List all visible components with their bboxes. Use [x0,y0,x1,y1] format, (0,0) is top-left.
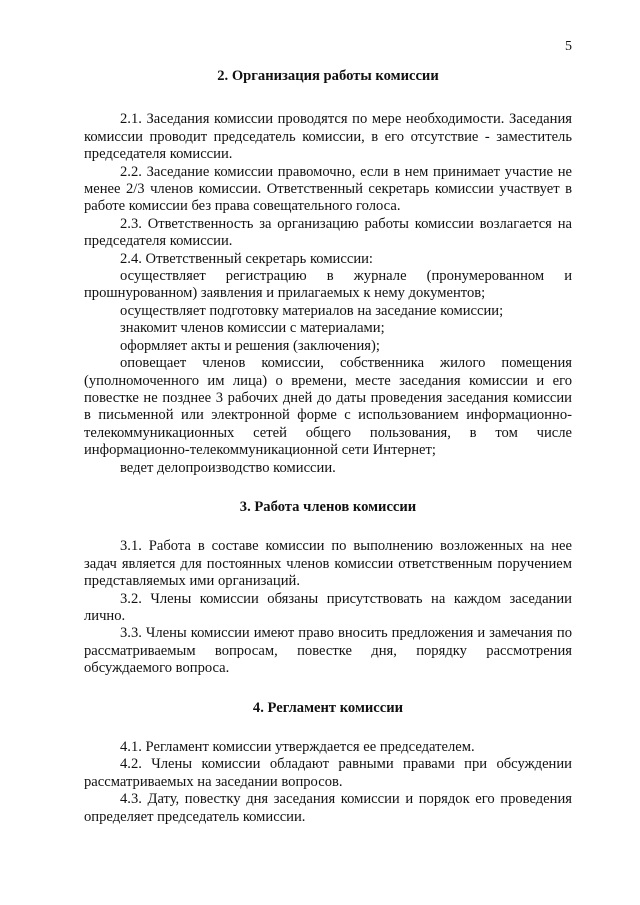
paragraph: 4.1. Регламент комиссии утверждается ее председателем. [120,739,475,755]
list-item: осуществляет подготовку материалов на заседание комиссии; [120,302,504,319]
paragraph: 3.2. Члены комиссии обязаны присутствовать на каждом заседании лично. [84,590,572,624]
section-title-members-work: 3. Работа членов комиссии [239,498,417,515]
list-item: осуществляет регистрацию в журнале (пронумерованном и прошнурованном) заявления и прилагаемых к нему документов; [84,268,572,302]
paragraph: 4.2. Члены комиссии обладают равными правами при обсуждении рассматриваемых на заседании вопросов. [84,756,572,790]
paragraph: 2.2. Заседание комиссии правомочно, если в нем принимает участие не менее 2/3 членов комиссии. Ответственный секретарь комиссии участвует в работе комиссии без права совещательного голоса. [84,163,572,215]
paragraph: 3.3. Члены комиссии имеют право вносить предложения и замечания по рассматриваемым вопросам, повестке дня, порядку рассмотрения обсуждаемого вопроса. [84,625,572,677]
paragraph: 2.3. Ответственность за организацию работы комиссии возлагается на председателя комиссии. [84,215,572,250]
page-number: 5 [565,39,572,54]
paragraph: 3.1. Работа в составе комиссии по выполнению возложенных на нее задач является для постоянных членов комиссии ответственным поручением представляемых ими организаций. [84,538,572,590]
list-item: оформляет акты и решения (заключения); [120,337,380,354]
paragraph: 2.1. Заседания комиссии проводятся по мере необходимости. Заседания комиссии проводит председатель комиссии, в его отсутствие - заместитель председателя комиссии. [84,111,572,163]
paragraph: 2.4. Ответственный секретарь комиссии: [120,250,373,267]
list-item: оповещает членов комиссии, собственника жилого помещения (уполномоченного им лица) о времени, месте заседания комиссии и его повестке не позднее 3 рабочих дней до даты проведения заседания комиссии в письменной или электронной форме с использованием информационно-телекоммуникационных сетей общего пользования, в том числе информационно-телекоммуникационной сети Интернет; [84,355,572,459]
paragraph: 4.3. Дату, повестку дня заседания комиссии и порядок его проведения определяет председатель комиссии. [84,791,572,825]
document-body [84,68,572,826]
section-title-organization: 2. Организация работы комиссии [217,68,439,84]
list-item: ведет делопроизводство комиссии. [120,459,336,476]
list-item: знакомит членов комиссии с материалами; [120,320,385,337]
section-title-regulations: 4. Регламент комиссии [252,699,404,716]
